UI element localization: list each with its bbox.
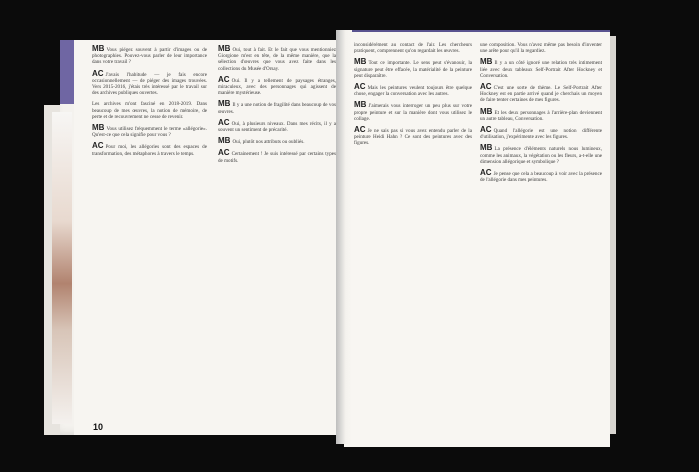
page-number: 10 xyxy=(93,422,104,432)
dialogue-paragraph xyxy=(480,170,602,183)
speaker-initials: AC xyxy=(92,68,104,78)
dialogue-text: Il y a un côté ignoré une relation très intimement liée avec deux tableaux Self-Portrait After Hockney et Conversation. xyxy=(480,60,602,79)
dialogue-text: Certainement ! Je suis intéressé par certains types de motifs. xyxy=(218,151,336,164)
dialogue-text: Il y a une notion de fragilité dans beaucoup de vos œuvres. xyxy=(218,102,336,115)
dialogue-paragraph xyxy=(480,59,602,79)
speaker-initials: AC xyxy=(480,82,492,92)
photo-strip xyxy=(52,112,72,424)
dialogue-text: Je pense que cela a beaucoup à voir avec la présence de l'allégorie dans mes peintures. xyxy=(480,171,602,184)
book-spine xyxy=(336,30,352,444)
dialogue-text: Vous piégez souvent à partir d'images ou de photographies. Pouvez-vous parler de leur importance dans votre travail ? xyxy=(92,47,207,66)
speaker-initials: AC xyxy=(480,168,492,178)
speaker-initials: MB xyxy=(92,123,105,133)
speaker-initials: AC xyxy=(480,125,492,135)
dialogue-paragraph xyxy=(218,150,336,163)
dialogue-text: inconsidérément au contact de l'air. Les chercheurs pratiquent, comprennent qu'on regardait les œuvres. xyxy=(354,42,472,55)
speaker-initials: MB xyxy=(92,44,105,53)
dialogue-text: Tout ce importante. Le sens peut s'évanouir, la signature peut être effacée, la matérialité de la peinture peut disparaître. xyxy=(354,60,472,79)
dialogue-paragraph xyxy=(480,42,602,54)
speaker-initials: AC xyxy=(354,125,366,135)
dialogue-text: Mais les peintures veulent toujours être quelque chose, engager la conversation avec les autres. xyxy=(354,85,472,98)
dialogue-text: Oui, tout à fait. Et le fait que vous mentionniez Giorgione m'est en tête, de la même manière, que la sélection d'œuvres que vous avez faite dans les collections du Musée d'Orsay. xyxy=(218,47,336,72)
speaker-initials: AC xyxy=(218,117,230,127)
left-column-1 xyxy=(92,46,207,162)
dialogue-text: une composition. Vous n'avez même pas besoin d'inventer une arête pour qu'il la regardiez. xyxy=(480,42,602,55)
dialogue-paragraph xyxy=(218,46,336,72)
dialogue-paragraph xyxy=(218,101,336,114)
dialogue-paragraph xyxy=(354,127,472,147)
right-column-1 xyxy=(354,42,472,152)
dialogue-paragraph xyxy=(218,138,336,145)
dialogue-paragraph xyxy=(480,145,602,165)
cover-edge xyxy=(60,40,74,104)
dialogue-paragraph xyxy=(480,84,602,104)
dialogue-text: Oui, plutôt nos attributs ou oubliés. xyxy=(232,139,305,146)
dialogue-paragraph xyxy=(354,59,472,79)
dialogue-paragraph xyxy=(218,74,336,97)
page-edge-right xyxy=(610,36,616,434)
dialogue-paragraph xyxy=(354,84,472,97)
speaker-initials: AC xyxy=(354,82,366,92)
dialogue-paragraph xyxy=(92,125,207,138)
dialogue-text: Oui, à plusieurs niveaux. Dans mes récits, il y a souvent un sentiment de précarité. xyxy=(218,120,336,134)
speaker-initials: MB xyxy=(218,136,231,146)
dialogue-paragraph xyxy=(354,102,472,122)
dialogue-text: J'avais l'habitude — je fais encore occasionnellement — de piéger des images trouvées. Vers 2015-2016, j'étais très intéressé par le travail sur des archives publiques ouvertes. xyxy=(92,71,207,97)
dialogue-paragraph xyxy=(480,106,602,122)
speaker-initials: MB xyxy=(218,99,231,109)
dialogue-paragraph xyxy=(92,143,207,156)
left-col1-body: Les archives m'ont fasciné en 2018-2019. Dans beaucoup de mes œuvres, la notion de mémoire, de perte et de recouvrement ne cesse de revenir. xyxy=(92,101,207,120)
speaker-initials: AC xyxy=(218,74,230,84)
dialogue-text: Je ne sais pas si vous avez entendu parler de la peinture Heidi Hahn ? Ce sont des peintures avec des figures. xyxy=(354,128,472,147)
speaker-initials: AC xyxy=(218,148,230,158)
left-column-2 xyxy=(218,46,336,169)
speaker-initials: AC xyxy=(92,141,104,151)
speaker-initials: MB xyxy=(480,143,493,153)
speaker-initials: MB xyxy=(354,100,367,110)
speaker-initials: MB xyxy=(480,57,493,67)
dialogue-text: Et les deux personnages à l'arrière-plan deviennent un autre tableau, Conversation. xyxy=(480,109,602,122)
speaker-initials: MB xyxy=(354,57,367,67)
speaker-initials: MB xyxy=(480,106,493,116)
dialogue-text: J'aimerais vous interroger un peu plus sur votre propre peinture et sur la manière dont vous utilisez le collage. xyxy=(354,103,472,122)
dialogue-paragraph xyxy=(480,127,602,140)
dialogue-paragraph xyxy=(92,46,207,66)
dialogue-paragraph xyxy=(354,42,472,54)
dialogue-text: La présence d'éléments naturels nous lumineux, comme les animaux, la végétation ou les fleurs, a-t-elle une dimension allégorique et symbolique ? xyxy=(480,146,602,165)
dialogue-text: Oui. Il y a tellement de paysages étranges, miraculeux, avec des personnages qui agissent de manière mystérieuse. xyxy=(218,77,336,97)
dialogue-text: C'est une sorte de thème. Le Self-Portrait After Hockney est en partie arrivé quand je cherchais un moyen de faire tenter certaines de mes figures. xyxy=(480,85,602,104)
dialogue-text: Vous utilisez fréquemment le terme «allégorie». Qu'est-ce que cela signifie pour vous ? xyxy=(92,126,207,139)
dialogue-text: Pour moi, les allégories sont des espaces de transformation, des métaphores à travers le temps. xyxy=(92,144,207,157)
dialogue-text: Quand l'allégorie est une notion différente d'utilisation, j'expérimente avec les figures. xyxy=(480,128,602,141)
right-column-2 xyxy=(480,42,602,188)
speaker-initials: MB xyxy=(218,44,231,53)
dialogue-paragraph xyxy=(218,117,336,134)
dialogue-paragraph xyxy=(92,68,207,97)
